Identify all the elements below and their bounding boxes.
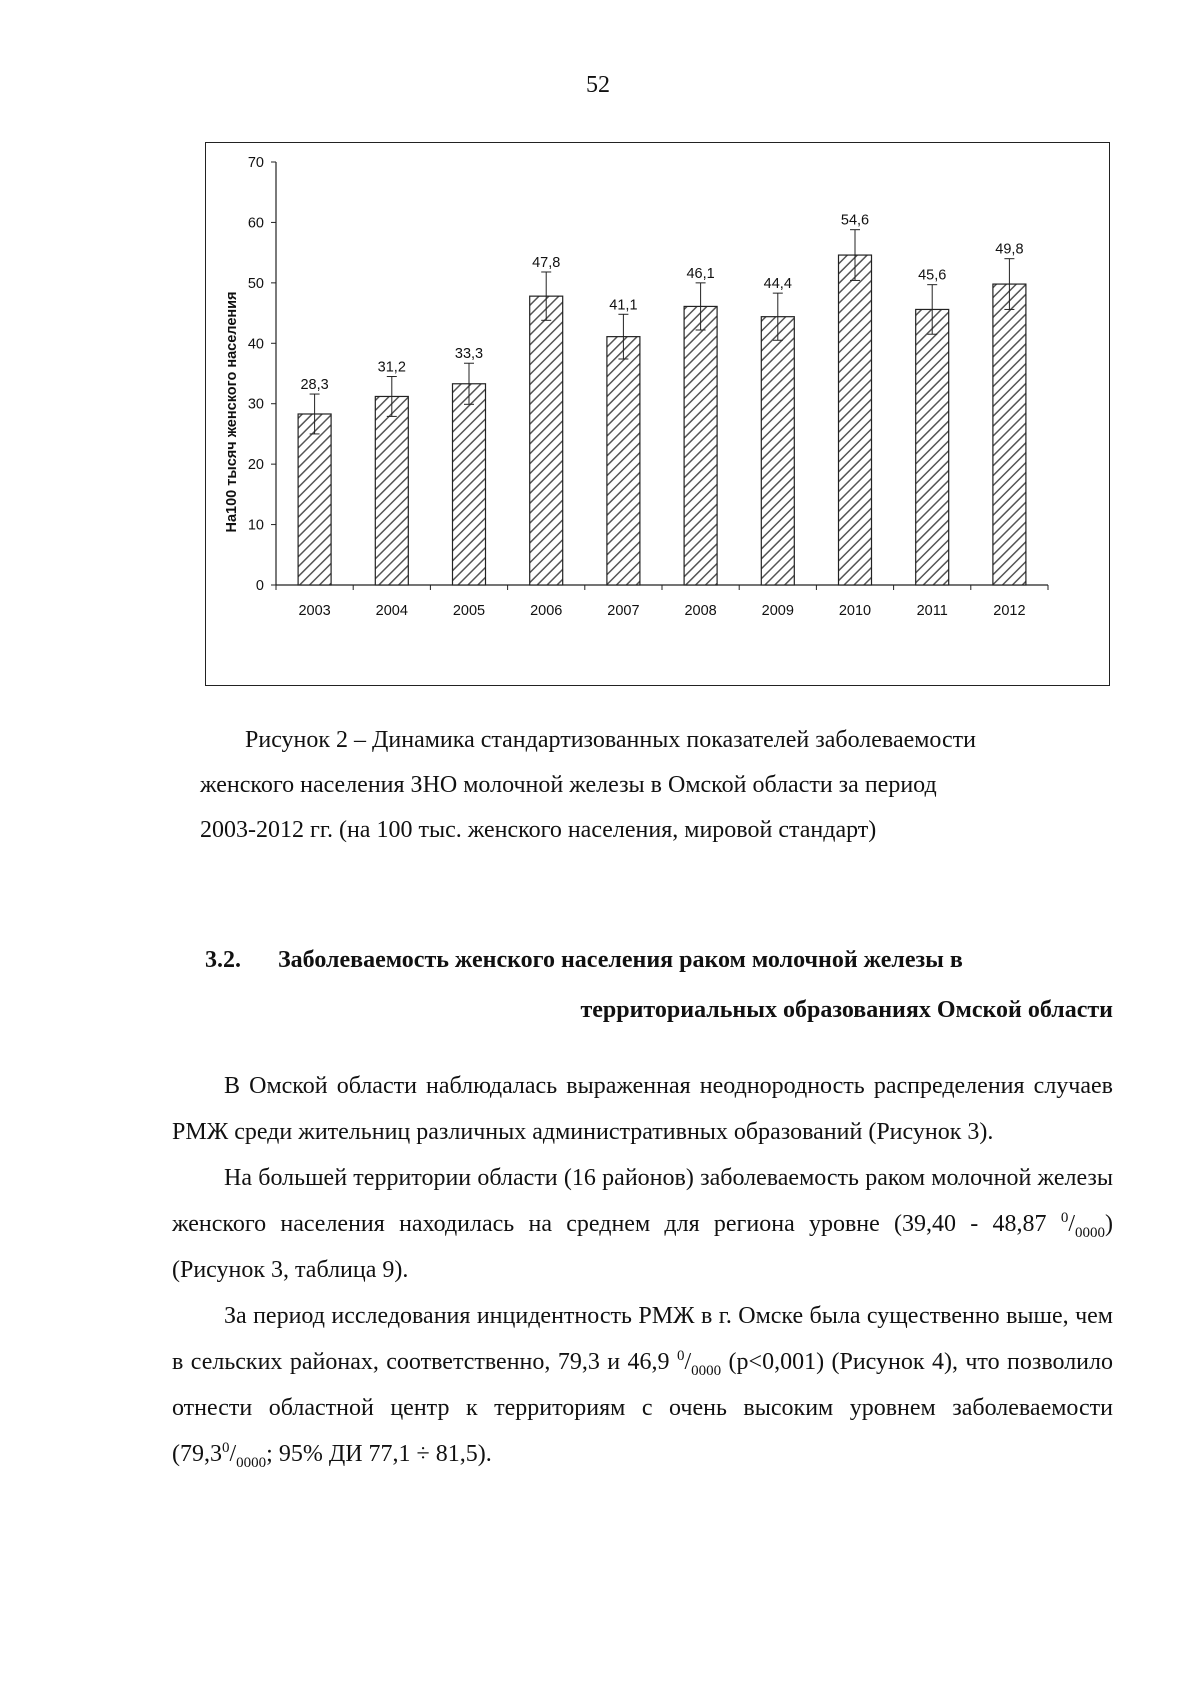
y-tick-label: 30 — [247, 396, 264, 413]
paragraph-3 — [172, 1293, 1113, 1477]
body-text — [172, 1063, 1113, 1477]
x-tick-label: 2003 — [298, 603, 331, 619]
bar — [761, 317, 794, 585]
bar — [684, 306, 717, 585]
data-label: 31,2 — [377, 359, 406, 376]
per-mille-slash: / — [1068, 1211, 1075, 1237]
incidence-bar-chart — [206, 143, 1111, 687]
bars — [298, 255, 1026, 585]
paragraph-3-text-end: ; 95% ДИ 77,1 ÷ 81,5). — [266, 1441, 492, 1467]
section-title-line-1: Заболеваемость женского населения раком молочной железы в — [278, 947, 963, 973]
paragraph-1: В Омской области наблюдалась выраженная неоднородность распределения случаев РМЖ среди жительниц различных административных образований (Рисунок 3). — [172, 1073, 1113, 1145]
x-tick-label: 2004 — [375, 603, 408, 619]
y-tick-label: 50 — [247, 275, 264, 292]
per-mille-slash: / — [684, 1349, 692, 1375]
y-tick-label: 10 — [247, 517, 264, 534]
x-tick-label: 2007 — [607, 603, 640, 619]
per-mille-sup: 0 — [222, 1440, 230, 1456]
bar — [375, 396, 408, 585]
per-mille-sub: 0000 — [236, 1454, 267, 1471]
x-axis — [276, 585, 1048, 590]
per-mille-sub: 0000 — [691, 1362, 722, 1379]
paragraph-2 — [172, 1155, 1113, 1293]
bar — [993, 284, 1026, 585]
y-axis-title: На100 тысяч женского населения — [224, 291, 240, 533]
bar — [607, 337, 640, 585]
x-tick-label: 2006 — [530, 603, 563, 619]
section-title-line-2: территориальных образованиях Омской области — [580, 997, 1113, 1023]
paragraph-2-text-start: На большей территории области (16 районов) заболеваемость раком молочной железы женского населения находилась на среднем для региона уровне (39,40 - 48,87 — [172, 1165, 1113, 1237]
chart-frame — [205, 142, 1110, 686]
error-bars — [310, 230, 1015, 434]
y-axis — [248, 155, 276, 594]
data-label: 54,6 — [840, 212, 870, 229]
data-label: 46,1 — [686, 265, 715, 282]
bar — [298, 414, 331, 585]
y-tick-label: 20 — [247, 457, 264, 474]
per-mille-slash: / — [229, 1441, 237, 1467]
data-label: 44,4 — [763, 276, 792, 293]
per-mille-sub: 0000 — [1075, 1224, 1105, 1241]
paragraph-2-text-end: ) (Рисунок 3, таблица 9). — [172, 1211, 1113, 1283]
caption-line-2: женского населения ЗНО молочной железы в Омской области за период — [200, 772, 937, 798]
x-tick-labels — [298, 603, 1025, 619]
data-labels — [300, 213, 1023, 393]
y-tick-label: 40 — [247, 336, 264, 353]
figure-caption — [200, 718, 1113, 853]
data-label: 28,3 — [300, 377, 329, 394]
y-tick-label: 60 — [247, 215, 264, 232]
section-number: 3.2. — [205, 947, 241, 973]
data-label: 33,3 — [454, 346, 484, 363]
paragraph-3-text-middle: (p<0,001) (Рисунок 4), что позволило отнести областной центр к территориям с очень высоким уровнем заболеваемости (79,3 — [172, 1349, 1114, 1467]
x-tick-label: 2008 — [684, 603, 717, 619]
bar — [839, 255, 872, 585]
per-mille-sup: 0 — [676, 1348, 685, 1364]
page-number: 52 — [586, 72, 610, 98]
paragraph-3-text-start: За период исследования инцидентность РМЖ в г. Омске была существенно выше, чем в сельских районах, соответственно, 79,3 и 46,9 — [172, 1303, 1113, 1375]
data-label: 45,6 — [918, 267, 947, 284]
y-tick-label: 0 — [255, 578, 264, 594]
per-mille-sup: 0 — [1060, 1210, 1069, 1226]
x-tick-label: 2011 — [916, 603, 948, 619]
bar — [453, 384, 486, 585]
data-label: 41,1 — [609, 297, 638, 314]
data-label: 49,8 — [995, 241, 1024, 258]
caption-line-1: Рисунок 2 – Динамика стандартизованных показателей заболеваемости — [245, 727, 977, 753]
x-tick-label: 2009 — [761, 603, 794, 619]
caption-line-3: 2003-2012 гг. (на 100 тыс. женского населения, мировой стандарт) — [200, 817, 877, 843]
bar — [916, 309, 949, 585]
x-tick-label: 2010 — [838, 603, 872, 619]
y-tick-label: 70 — [247, 155, 264, 171]
x-tick-label: 2012 — [993, 603, 1026, 619]
x-tick-label: 2005 — [452, 603, 486, 619]
bar — [530, 296, 563, 585]
data-label: 47,8 — [532, 254, 561, 271]
